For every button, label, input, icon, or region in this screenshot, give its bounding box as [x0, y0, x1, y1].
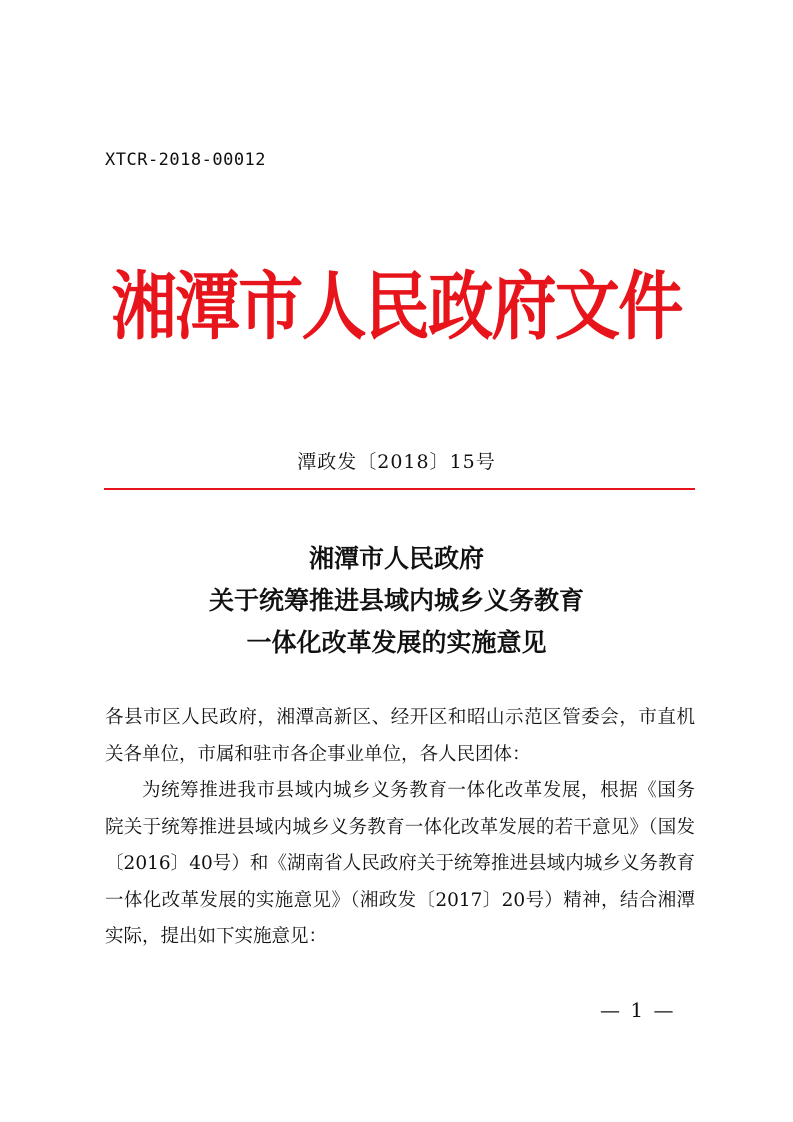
- document-number: 潭政发〔2018〕15号: [297, 451, 496, 473]
- title-line-2: 关于统筹推进县域内城乡义务教育: [208, 586, 584, 615]
- masthead-title: 湘潭市人民政府文件: [111, 264, 682, 350]
- body-paragraph-1: 为统筹推进我市县域内城乡义务教育一体化改革发展，根据《国务院关于统筹推进县域内城乡义务教育一体化改革发展的若干意见》（国发〔2016〕40号）和《湖南省人民政府关于统筹推进县域内城乡义务教育一体化改革发展的实施意见》（湘政发〔2017〕20号）精神，结合湘潭实际，提出如下实施意见：: [105, 780, 695, 947]
- title-line-1: 湘潭市人民政府: [308, 544, 484, 573]
- red-divider-line: [104, 488, 695, 490]
- document-body: [105, 700, 695, 956]
- document-title: [0, 538, 793, 664]
- salutation-paragraph: 各县市区人民政府，湘潭高新区、经开区和昭山示范区管委会，市直机关各单位，市属和驻市各企事业单位，各人民团体：: [105, 707, 695, 765]
- page-number: — 1 —: [600, 998, 676, 1022]
- document-code: XTCR-2018-00012: [105, 150, 267, 170]
- title-line-3: 一体化改革发展的实施意见: [246, 628, 547, 657]
